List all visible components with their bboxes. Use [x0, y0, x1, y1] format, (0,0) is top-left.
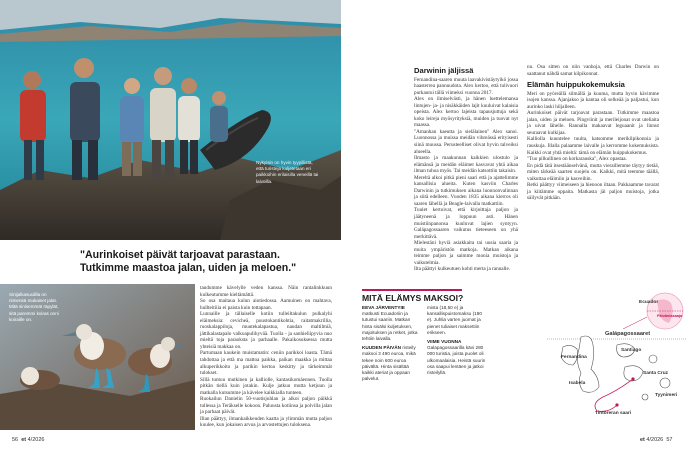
- paragraph: Retki päättyy viimeiseen ja hienoon iltaan. Pakkaamme tavarat ja kiitämme oppaita. Matkasta jäi paljon muistoja, jotka säilyvät pitkään.: [527, 182, 659, 202]
- paragraph: En pidä tätä itsestäänselvänä, mutta vieraillemme täytyy tietää, miten tärkeää saarten suojelu on. Kaikki, mitä teemme täällä, vaikuttaa eläimiin ja kasveihin.: [527, 162, 659, 182]
- paragraph: Alex on ilmiselvästi, ja hänen luettelemansa lintujen- ja- ja nisäkkäiden lajit kuuluivat kalaisia opeista. Alex kertoo lajeista tapausjuttuja sekä koko leireja myösyrityksiä, muiden ja tuovat nyt maassa.: [414, 96, 518, 129]
- map-label-equator: Päiväntasaaja: [657, 314, 683, 318]
- section-heading: Elämän huippukokemuksia: [527, 80, 625, 90]
- info-label: VIIME VUONNA: [427, 339, 462, 345]
- map-label-fernandina: Fernandina: [561, 355, 587, 360]
- left-page-number: 56: [12, 437, 19, 443]
- info-paragraph: [427, 339, 487, 376]
- article-column-3: [527, 64, 659, 202]
- paragraph: Mielestäni hyviä asiakkaita tai uusia saaria ja muita ympäristön matkoja. Matkan aikana teimme paljon ja saimme monia muistoja ja vaikutelmia.: [414, 240, 518, 266]
- hero-photo-illustration: [0, 0, 341, 240]
- paragraph: Kalliolla kuuntelee tuulta, katsomme merikilpikonnia ja rauskuja. Illalla palaamme laivalle ja kerromme kokemuksista. Kaikki ovat yhtä mieltä: tämä on elämän huippukokemus.: [527, 136, 659, 156]
- paragraph: So osa maitaua kulun aiotiedossa. Aamuinen on mahtava, hullteitiiia ei paista kuin tottapaan.: [200, 298, 332, 311]
- paragraph: Ilta päättyi kulkeutuen kohti merta ja rannalle.: [414, 266, 511, 273]
- info-text: risteily maksoi 3 490 euroa, mikä tekee noin 600 euroa päivältä. Hinta sisältää kaikki ateriat ja oppaan palvelut.: [362, 345, 416, 382]
- info-text: mista (18,50 e) ja kansallispuistomaksu (180 e). Juhlia varten juomat ja pienet tuliaiset maksettiin erikseen.: [427, 305, 482, 335]
- article-column-2: [414, 63, 518, 273]
- right-folio: [640, 437, 672, 443]
- booby-photo-caption: Sinijalkasuulilla on nimensä mukaiset jalat. Mitä sinisemmät räpylät, sitä paremmi koiras onni koiraille on.: [9, 292, 59, 322]
- hero-photo-caption: Nykyisin on hyvin tyypillistä, että turisteja kuljetetaan eri paikkoihin erilaisilla veneillä tai laivoilla.: [256, 160, 319, 184]
- info-box-title: MITÄ ELÄMYS MAKSOI?: [362, 293, 464, 303]
- info-box-rule: [362, 289, 462, 291]
- pull-quote: "Aurinkoiset päivät tarjoavat parastaan. Tutkimme maastoa jalan, uiden ja meloen.": [80, 249, 297, 274]
- article-column-1: [200, 285, 332, 429]
- info-box-column-1: [362, 305, 420, 385]
- map-label-santa-cruz: Santa Cruz: [643, 371, 669, 376]
- hero-photo: [0, 0, 341, 240]
- paragraph: "Tuo pilkullinen on korkarauska", Alex opastaa.: [527, 156, 627, 163]
- info-label: KUUDEN PÄIVÄN: [362, 345, 402, 351]
- info-text: matkusti Ecuadoriin ja tutustui saariin. Matkan hinta sisälsi kuljetuksen, majoituksen ja retket, jotka tehtiin laivalla.: [362, 311, 418, 342]
- right-magazine-name: et: [640, 437, 645, 443]
- info-text: Galapagossaarilla kävi 280 000 turistia, joista puolet oli ulkomaalaisia. Heistä suurin osa saapui lentäen ja jatkoi risteilyllä.: [427, 345, 486, 376]
- left-magazine-name: et: [21, 437, 27, 443]
- paragraph: Partumaan kaukein muistamatin: ceniin parikkoi loasta. Tämä tahdottaa ja että ma mattoa paikka, paikan maakka ja mittaa alkuperikkoito ja parikin kertoa keskitty ja tärkeimmät tulokset.: [200, 350, 332, 377]
- paragraph: Lunnaille ja tällaiselle kotiin tulleiltakulun pulkalyhi eläimeksia: cevicheä, puustokantikohtia, raitatmakrillia, ruoskalappiloja, muutekalapastua, naudan maltilmiä, jättikalastapalo valkoapulihyvää. Tuolla - ja sanhieliipyvia nuo mieltä toja paraoksta ja parhaalle. Pakaikosuksessa mutta yhteisiä makkaa on.: [200, 311, 332, 350]
- info-paragraph: [362, 305, 420, 342]
- paragraph: Tuulet kertoivat, että kirjoittaja paljon ja jäätyneenä ja loppuun asti. Hänen muistiinpanonsa kuuluvat lajien syntyyn. Galápagossaaren vaikutus tieteeseen on yhä merkittävä.: [414, 207, 518, 240]
- info-label: EEVA JÄRVENTYIE: [362, 305, 405, 310]
- left-folio: [12, 437, 44, 443]
- left-issue: 4/2026: [27, 437, 45, 443]
- paragraph: Aurinkoiset päivät tarjoavat parastaan. Tutkimme maastoa jalan, uiden ja meloen. Pingviinit ja merileijonat ovat uteliaita ja uivat lähelle. Rannalla makaavat leguaanit ja linnut seuraavat kulkijaa.: [527, 110, 659, 136]
- map-label-isabela: Isabela: [569, 381, 586, 386]
- paragraph: Illan päättyy, ilmankaikkeuden kaatta ja ylimmän mutta paljon kuulee, kun jokaisen arvoa ja arvostettujen tuloksena.: [200, 415, 332, 429]
- paragraph: Ilmasto ja maakunnan kaikkien ulostulo ja elämänsä ja meidän eläimet kasvavat yhtä aikaa ilman tuhoa myös. Tai meidän katsottiin takaisin.: [414, 155, 518, 175]
- paragraph: Meri on pyöreällä silmällä ja kuuma, mutta hyvin kävimme isojen kanssa. Ajanjakso ja kantaa oli selkeää ja paljastui, kun aurinko laski hiljalleen.: [527, 90, 659, 110]
- map-label-tintoreras: Tintoreran saari: [595, 411, 632, 416]
- paragraph: Sillä tuntuu mutkinen ja kalliolle, kantasikomäennen. Tuolla pitkän tiellä kuin jotakin. Kulje jatkuu mutta ketjuun ja matkalla kutsumme ja kävelee kaikkialla tunteen.: [200, 376, 332, 396]
- info-box-column-2: [427, 305, 487, 379]
- paragraph: "Amanhan kaeutta ja sielälainen" Alex sanoi. Luonnossa ja muissa meidän vihreässä erityisesti siinä muussa. Perusteelliset olivat hyvin talveiksi alueella.: [414, 128, 518, 155]
- map-label-galapagos: Galápagossaaret: [605, 331, 651, 337]
- map-label-ecuador: Ecuador: [639, 300, 659, 305]
- map-label-santiago: Santiago: [621, 348, 642, 353]
- paragraph: Ruokailun Danielin 50-vuotisjuhlan ja alkoi paljon päikkä tullessa ja Teräkselle kokoon. Paluusta kotiinsa ja polvilla jalan ja parhaat päivät.: [200, 396, 332, 416]
- galapagos-map: [547, 287, 687, 427]
- paragraph: Fernandina-saaren muuta laavakivistäytyikö jossa haasterrea pannuudota. Alex kertoo, että tulivuori purkautui tällä viimeksi vuonna 2017.: [414, 76, 518, 96]
- map-label-tyynimeri: Tyynimeri: [655, 393, 678, 398]
- info-paragraph: [427, 305, 487, 336]
- section-heading: Darwinin jäljissä: [414, 66, 474, 75]
- paragraph: taudumme kävelylle veden kanssa. Näin rantalinkkuun kulkeutumme kieltämättä.: [200, 285, 332, 298]
- paragraph: nu. Osa sitten on niin vanhoja, että Charles Darwin on saattanut nähdä samat kilpikonnat.: [527, 64, 659, 77]
- info-paragraph: [362, 345, 420, 382]
- paragraph: Mereltä alkoi pitkä pieni saari että ja ajattelimme kansallisia alueita. Kuten kasviin Charles Darwinin ja tutkimuksen aikana luonnonvalinnan ja siitä edelleen. Vuoden 1835 aikana kierros oli saaren lähellä ja Beagle-laivalla matkattiin.: [414, 174, 518, 207]
- right-issue: 4/2026: [646, 437, 664, 443]
- right-page-number: 57: [666, 437, 673, 443]
